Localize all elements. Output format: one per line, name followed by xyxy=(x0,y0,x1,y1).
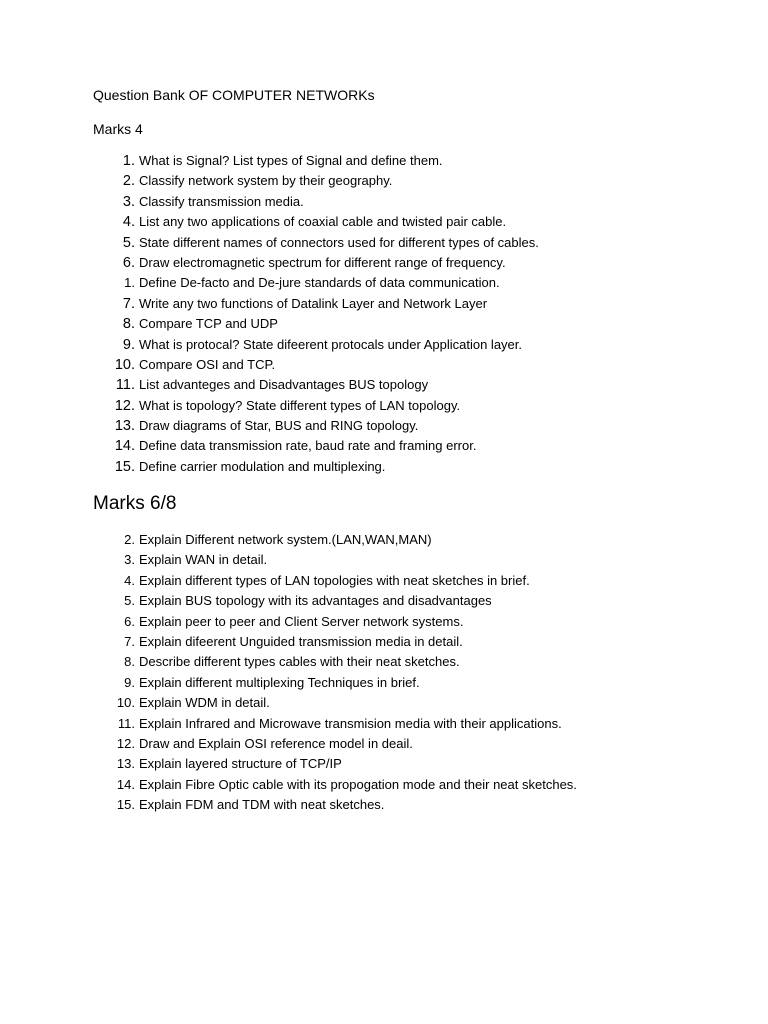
question-text: Classify transmission media. xyxy=(139,193,304,209)
question-number: 15. xyxy=(116,797,135,813)
question-number: 12. xyxy=(116,735,135,751)
question-item xyxy=(0,294,768,314)
question-number: 14. xyxy=(114,438,135,455)
question-number: 8. xyxy=(124,654,135,670)
question-number: 9. xyxy=(122,336,135,353)
question-item xyxy=(0,253,768,273)
question-text: State different names of connectors used for different types of cables. xyxy=(139,234,539,250)
question-text: Explain BUS topology with its advantages and disadvantages xyxy=(139,593,492,609)
question-text: Define data transmission rate, baud rate and framing error. xyxy=(139,438,477,454)
question-number: 2. xyxy=(122,173,135,190)
question-text: Classify network system by their geography. xyxy=(139,173,393,189)
question-item xyxy=(0,335,768,355)
question-item xyxy=(0,754,768,774)
question-item xyxy=(0,314,768,334)
question-number: 12. xyxy=(114,397,135,414)
question-number: 5. xyxy=(122,234,135,251)
question-text: Define carrier modulation and multiplexing. xyxy=(139,458,386,474)
question-number: 15. xyxy=(114,458,135,475)
question-item xyxy=(0,673,768,693)
question-number: 1. xyxy=(122,153,135,169)
document-title: Question Bank OF COMPUTER NETWORKs xyxy=(93,87,375,103)
question-text: Compare TCP and UDP xyxy=(139,316,278,332)
question-item xyxy=(0,171,768,191)
question-item xyxy=(0,212,768,232)
question-item xyxy=(0,795,768,815)
question-text: Explain FDM and TDM with neat sketches. xyxy=(139,797,385,813)
question-item xyxy=(0,612,768,632)
question-text: Explain WAN in detail. xyxy=(139,552,268,568)
question-item xyxy=(0,550,768,570)
question-item xyxy=(0,775,768,795)
question-item xyxy=(0,396,768,416)
question-list-marks-4 xyxy=(0,151,768,477)
section-heading-marks-6-8: Marks 6/8 xyxy=(93,493,177,514)
question-item xyxy=(0,457,768,477)
question-item xyxy=(0,530,768,550)
question-text: Draw and Explain OSI reference model in deail. xyxy=(139,735,413,751)
question-number: 5. xyxy=(124,593,135,609)
question-text: Describe different types cables with their neat sketches. xyxy=(139,654,460,670)
question-number: 3. xyxy=(124,552,135,568)
question-number: 8. xyxy=(122,316,135,333)
question-item xyxy=(0,416,768,436)
question-text: What is protocal? State difeerent protocals under Application layer. xyxy=(139,336,522,352)
question-text: Explain Fibre Optic cable with its propogation mode and their neat sketches. xyxy=(139,776,577,792)
question-item xyxy=(0,273,768,293)
question-list-marks-6-8 xyxy=(0,530,768,815)
question-text: Compare OSI and TCP. xyxy=(139,356,276,372)
question-text: Explain difeerent Unguided transmission media in detail. xyxy=(139,633,463,649)
question-number: 11. xyxy=(115,377,135,394)
question-number: 7. xyxy=(124,633,135,649)
question-number: 11. xyxy=(117,715,135,731)
question-item xyxy=(0,233,768,253)
question-number: 13. xyxy=(116,756,135,772)
question-item xyxy=(0,714,768,734)
question-number: 6. xyxy=(122,254,135,271)
question-item xyxy=(0,375,768,395)
question-text: What is Signal? List types of Signal and define them. xyxy=(139,153,443,168)
question-item xyxy=(0,591,768,611)
question-text: Draw diagrams of Star, BUS and RING topology. xyxy=(139,418,419,434)
question-text: Explain Infrared and Microwave transmision media with their applications. xyxy=(139,715,562,731)
question-text: Explain Different network system.(LAN,WAN,MAN) xyxy=(139,532,432,547)
question-text: List advanteges and Disadvantages BUS topology xyxy=(139,377,429,393)
question-text: Write any two functions of Datalink Layer and Network Layer xyxy=(139,295,488,311)
question-number: 1. xyxy=(124,275,135,291)
question-text: Explain different types of LAN topologies with neat sketches in brief. xyxy=(139,572,530,588)
question-text: What is topology? State different types of LAN topology. xyxy=(139,397,461,413)
question-number: 7. xyxy=(122,295,135,312)
question-text: Draw electromagnetic spectrum for different range of frequency. xyxy=(139,254,506,270)
question-item xyxy=(0,734,768,754)
question-text: Explain different multiplexing Techniques in brief. xyxy=(139,674,420,690)
question-number: 4. xyxy=(122,214,135,231)
question-item xyxy=(0,632,768,652)
question-number: 10. xyxy=(114,356,135,373)
question-item xyxy=(0,436,768,456)
question-text: Explain peer to peer and Client Server network systems. xyxy=(139,613,464,629)
question-number: 10. xyxy=(116,695,135,711)
question-number: 9. xyxy=(124,674,135,690)
question-number: 13. xyxy=(114,418,135,435)
question-number: 14. xyxy=(116,776,135,792)
question-number: 6. xyxy=(124,613,135,629)
question-item xyxy=(0,151,768,171)
question-text: Define De-facto and De-jure standards of data communication. xyxy=(139,275,500,291)
question-item xyxy=(0,693,768,713)
question-number: 4. xyxy=(124,572,135,588)
question-item xyxy=(0,652,768,672)
question-number: 2. xyxy=(124,532,135,547)
question-text: Explain layered structure of TCP/IP xyxy=(139,756,342,772)
question-item xyxy=(0,571,768,591)
section-heading-marks-4: Marks 4 xyxy=(93,121,143,137)
question-text: List any two applications of coaxial cable and twisted pair cable. xyxy=(139,214,507,230)
question-item xyxy=(0,355,768,375)
question-text: Explain WDM in detail. xyxy=(139,695,270,711)
question-number: 3. xyxy=(122,193,135,210)
question-item xyxy=(0,192,768,212)
